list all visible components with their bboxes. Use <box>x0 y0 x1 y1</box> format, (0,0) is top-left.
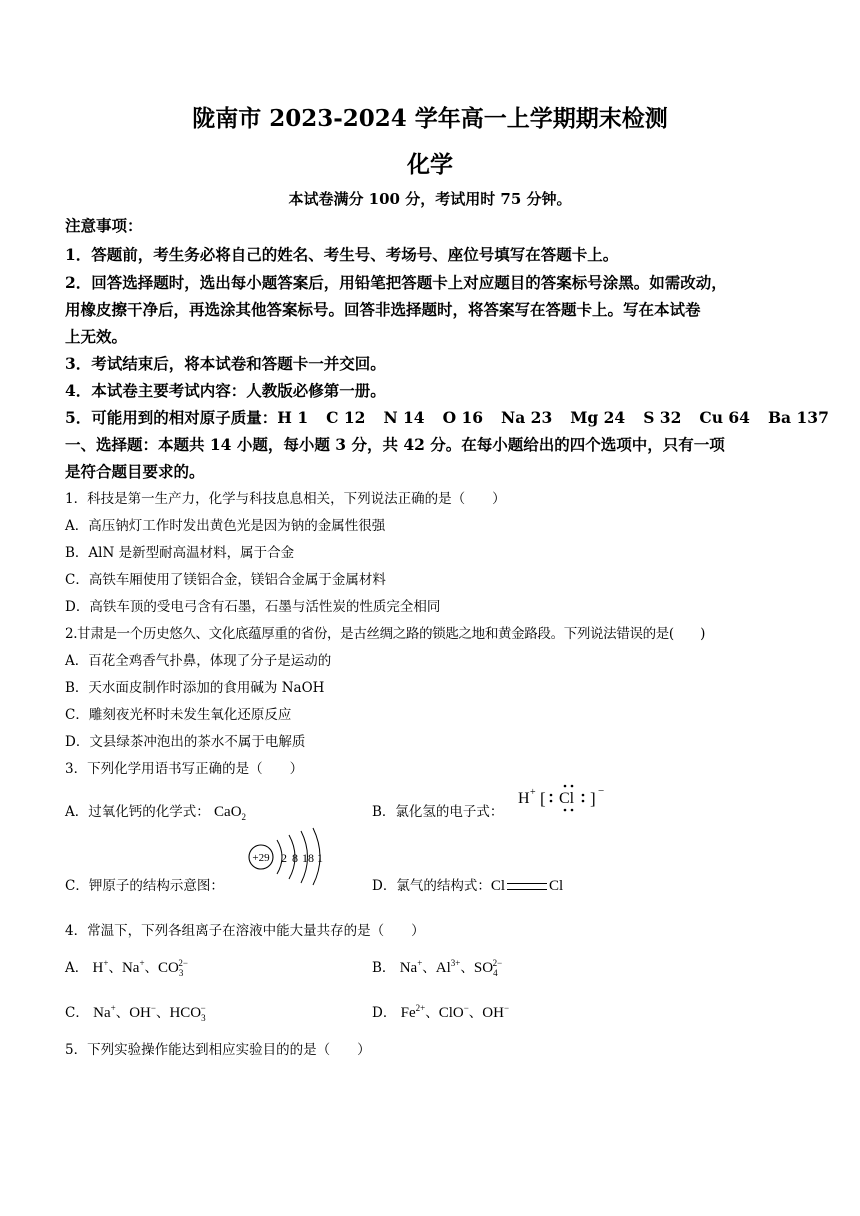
chloride-charge: − <box>598 785 605 797</box>
electron-dot <box>582 800 585 803</box>
calcium-peroxide-formula <box>214 804 246 820</box>
section-1-line-1: 一、选择题：本题共 14 小题，每小题 3 分，共 42 分。在每小题给出的四个选项中，只有一项 <box>65 435 725 454</box>
formula-text: CaO <box>214 804 242 820</box>
chlorine-left: Cl <box>490 878 506 894</box>
separator: 、 <box>144 960 159 976</box>
q3-option-b-label: B．氯化氢的电子式： <box>372 804 504 820</box>
note-3: 3．考试结束后，将本试卷和答题卡一并交回。 <box>65 354 386 373</box>
ion-h: H+ <box>92 958 109 976</box>
q1-stem: 1．科技是第一生产力，化学与科技息息相关，下列说法正确的是（ ） <box>65 491 506 507</box>
separator: 、 <box>108 960 122 976</box>
notes-heading: 注意事项： <box>65 216 143 235</box>
q3-option-d-label: D．氯气的结构式： <box>372 878 491 894</box>
electron-dot <box>550 800 553 803</box>
ion-na: Na+ <box>93 1003 116 1021</box>
note-5-prefix: 5．可能用到的相对原子质量： <box>65 408 278 427</box>
atomic-mass: C 12 <box>326 408 366 427</box>
electron-dot <box>571 785 574 788</box>
ion-fe: $Fe^{2+}$ <box>400 1003 426 1021</box>
q3-option-d <box>372 874 563 895</box>
hydrogen-symbol: H <box>518 790 530 807</box>
q3-option-c <box>65 874 224 894</box>
shell-count: 18 <box>302 851 314 865</box>
atomic-masses <box>277 408 829 427</box>
ion-so4: $SO_4^{2-}$ <box>473 958 503 978</box>
exam-title: 陇南市 2023-2024 学年高一上学期期末检测 <box>192 105 668 132</box>
ion-hco3: $HCO_3^-$ <box>169 1003 206 1023</box>
q1-option-b: B．AlN 是新型耐高温材料，属于合金 <box>65 545 295 561</box>
q4-option-b-label: B． <box>372 960 396 976</box>
atomic-mass: Mg 24 <box>570 408 626 427</box>
atomic-mass: N 14 <box>383 408 425 427</box>
shell-count: 2 <box>281 851 287 865</box>
potassium-atom-diagram <box>244 826 330 886</box>
right-bracket: ] <box>590 789 596 808</box>
electron-dot <box>550 794 553 797</box>
q2-option-a: A．百花全鸡香气扑鼻，体现了分子是运动的 <box>65 653 332 669</box>
note-2-line-2: 用橡皮擦干净后，再选涂其他答案标号。回答非选择题时，将答案写在答题卡上。写在本试卷 <box>65 300 701 319</box>
atomic-mass: Na 23 <box>501 408 553 427</box>
atomic-mass: Cu 64 <box>699 408 750 427</box>
atomic-mass: Ba 137 <box>767 408 829 427</box>
atomic-mass: H 1 <box>277 408 309 427</box>
electron-dot <box>571 809 574 812</box>
q4-option-c-label: C． <box>65 1005 89 1021</box>
ion-oh: OH− <box>129 1003 156 1021</box>
ion-na: Na+ <box>399 958 423 976</box>
q3-option-c-label: C．钾原子的结构示意图： <box>65 878 224 894</box>
exam-subject: 化学 <box>407 151 453 178</box>
q1-option-a: A．高压钠灯工作时发出黄色光是因为钠的金属性很强 <box>65 518 386 534</box>
formula-subscript: 2 <box>241 812 247 822</box>
nucleus-charge: +29 <box>252 852 270 864</box>
q1-option-d: D．高铁车顶的受电弓含有石墨，石墨与活性炭的性质完全相同 <box>65 599 441 615</box>
note-5 <box>65 406 829 428</box>
q4-option-c <box>65 1001 206 1022</box>
exam-info: 本试卷满分 100 分，考试用时 75 分钟。 <box>288 190 572 208</box>
q4-option-b <box>372 956 502 977</box>
q2-option-c: C．雕刻夜光杯时未发生氧化还原反应 <box>65 707 292 723</box>
ion-co3: $CO_3^{2-}$ <box>158 958 188 978</box>
hydrogen-charge: + <box>530 787 536 798</box>
note-1: 1．答题前，考生务必将自己的姓名、考生号、考场号、座位号填写在答题卡上。 <box>65 245 619 264</box>
ion-al: $Al^{3+}$ <box>435 958 461 976</box>
q2-option-b: B．天水面皮制作时添加的食用碱为 NaOH <box>65 680 325 696</box>
atomic-mass: S 32 <box>643 408 682 427</box>
chlorine-right: Cl <box>549 878 564 894</box>
atomic-mass: O 16 <box>442 408 484 427</box>
electron-dot <box>564 809 567 812</box>
separator: 、 <box>460 960 474 976</box>
separator: 、 <box>155 1005 170 1021</box>
ion-na: Na+ <box>121 958 145 976</box>
q4-option-d-label: D． <box>372 1005 397 1021</box>
q4-option-d <box>372 1001 509 1022</box>
hcl-electron-formula <box>515 782 615 814</box>
left-bracket: [ <box>540 789 546 808</box>
ion-clo: ClO− <box>438 1003 469 1021</box>
chlorine-symbol: Cl <box>559 790 575 807</box>
electron-dot <box>564 785 567 788</box>
separator: 、 <box>425 1005 439 1021</box>
q2-option-d: D．文县绿茶冲泡出的茶水不属于电解质 <box>65 734 306 750</box>
separator: 、 <box>468 1005 483 1021</box>
q4-stem: 4．常温下，下列各组离子在溶液中能大量共存的是（ ） <box>65 923 425 939</box>
separator: 、 <box>422 960 436 976</box>
note-4: 4．本试卷主要考试内容：人教版必修第一册。 <box>65 381 386 400</box>
shell-count: 8 <box>292 851 298 865</box>
shell-count: 1 <box>317 851 323 865</box>
q3-option-a-label: A．过氧化钙的化学式： <box>65 804 210 820</box>
q4-option-a-label: A． <box>65 960 89 976</box>
q2-stem: 2.甘肃是一个历史悠久、文化底蕴厚重的省份，是古丝绸之路的锁匙之地和黄金路段。下列说法错误的是( ) <box>65 626 706 642</box>
double-bond <box>507 883 547 890</box>
q3-option-b <box>372 800 503 820</box>
electron-dot <box>582 794 585 797</box>
ion-oh: OH− <box>482 1003 510 1021</box>
section-1-line-2: 是符合题目要求的。 <box>65 462 205 481</box>
q5-stem: 5．下列实验操作能达到相应实验目的的是（ ） <box>65 1042 371 1058</box>
q3-option-a <box>65 800 246 821</box>
note-2-line-3: 上无效。 <box>65 327 128 346</box>
note-2-line-1: 2．回答选择题时，选出每小题答案后，用铅笔把答题卡上对应题目的答案标号涂黑。如需改动， <box>65 273 727 292</box>
q3-stem: 3．下列化学用语书写正确的是（ ） <box>65 761 304 777</box>
separator: 、 <box>115 1005 130 1021</box>
q4-option-a <box>65 956 188 977</box>
q1-option-c: C．高铁车厢使用了镁铝合金，镁铝合金属于金属材料 <box>65 572 386 588</box>
